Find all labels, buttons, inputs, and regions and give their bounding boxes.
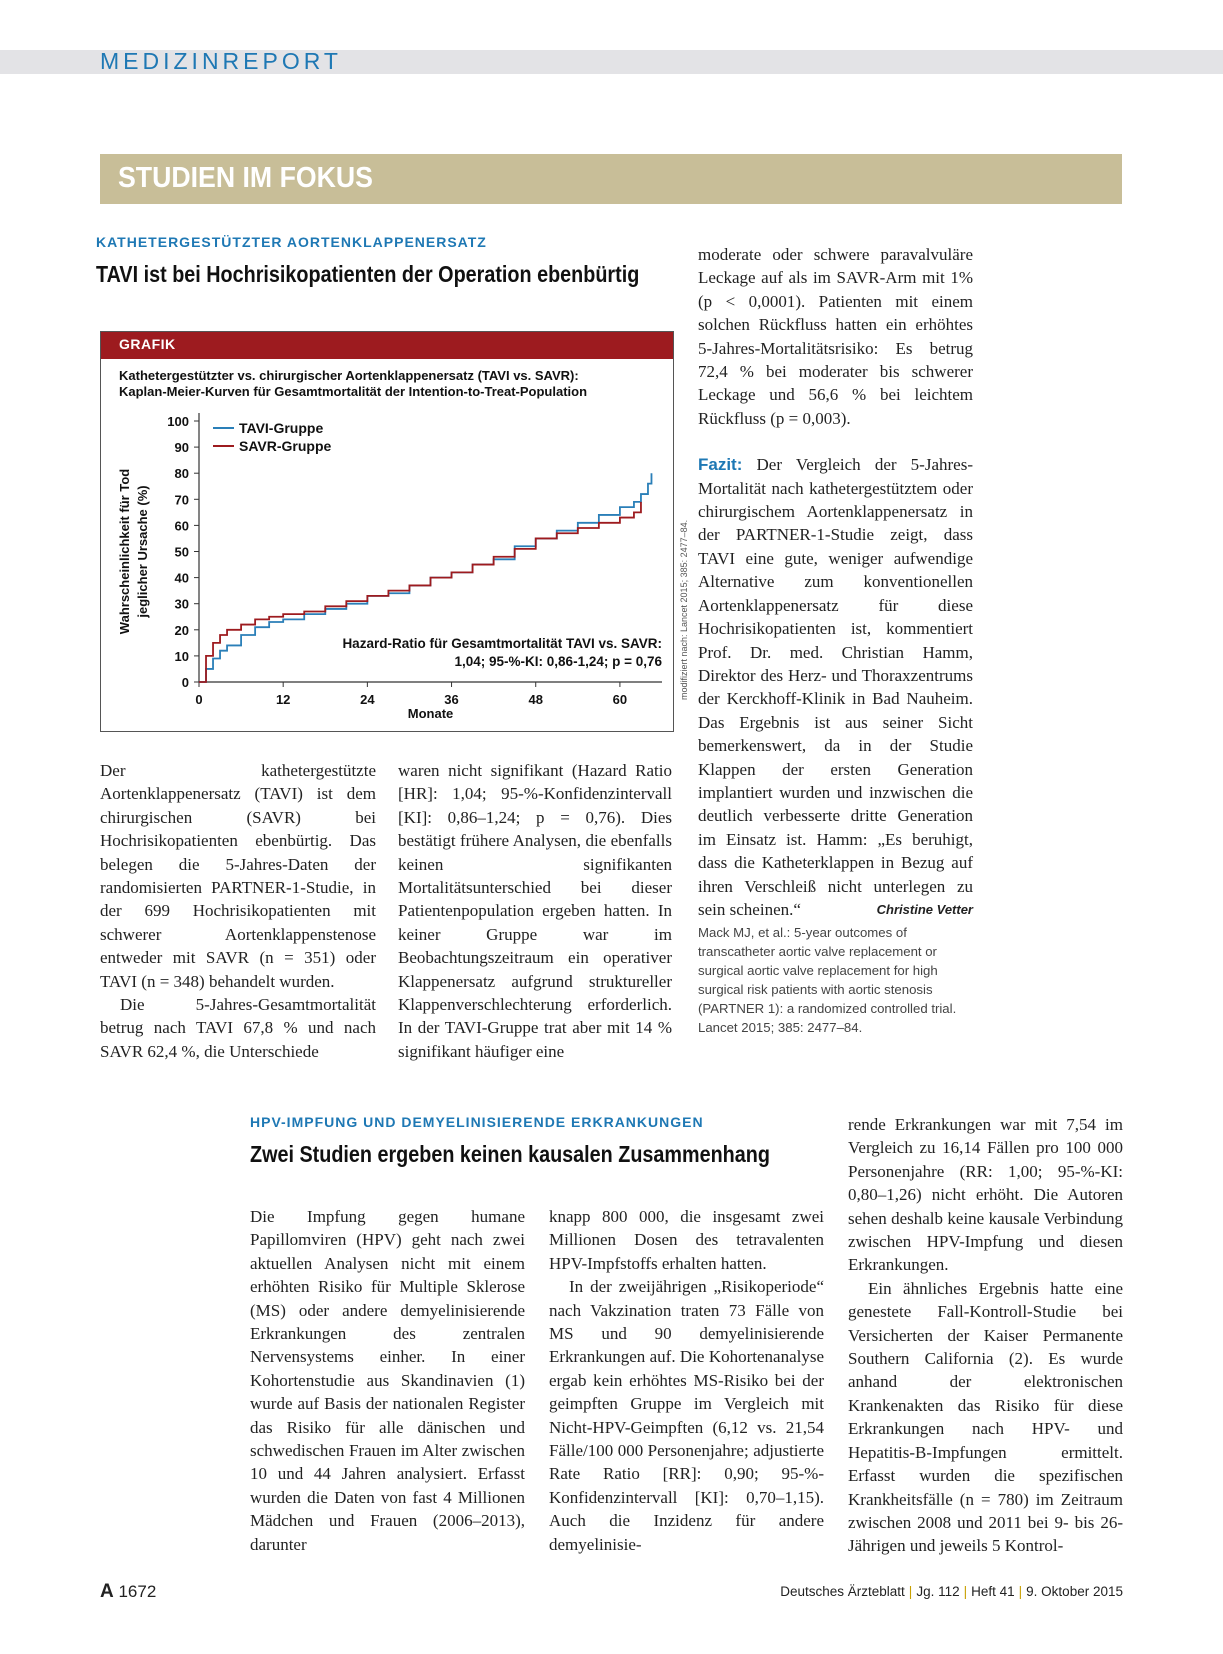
author: Christine Vetter — [876, 901, 973, 917]
x-tick-label: 60 — [612, 692, 628, 707]
journal-volume: Jg. 112 — [916, 1584, 960, 1599]
y-tick-label: 30 — [174, 596, 189, 612]
legend-label: TAVI-Gruppe — [239, 420, 324, 436]
y-axis-label-line2: jeglicher Ursache (%) — [135, 485, 150, 618]
article1-column-1 — [100, 759, 376, 1063]
journal-date: 9. Oktober 2015 — [1026, 1584, 1123, 1599]
page-number-value: 1672 — [118, 1582, 157, 1601]
footer-citation: Deutsches Ärzteblatt | Jg. 112 | Heft 41 | 9. Oktober 2015 — [780, 1584, 1123, 1599]
fazit-text: Der Vergleich der 5-Jahres-Mortalität nach kathetergestütztem oder chirurgischem Aortenklappenersatz in der PARTNER-1-Studie zeigt, dass TAVI eine gute, weniger aufwendige Alternative zum konventionellen Aortenklappenersatz für diese Hochrisikopatienten ist, kommentiert Prof. Dr. med. Christian Hamm, Direktor des Herz- und Thoraxzentrums der Kerckhoff-Klinik in Bad Nauheim. Das Ergebnis ist aus seiner Sicht bemerkenswert, da in der Studie Klappen der ersten Generation implantiert wurden und inzwischen die deutlich verbesserte dritte Generation im Einsatz ist. Hamm: „Es beruhigt, dass die Katheterklappen in Bezug auf ihren Verschleiß nicht unterlegen zu sein scheinen.“ — [698, 455, 973, 919]
article2-paragraph: In der zweijährigen „Risikoperiode“ nach Vakzination traten 73 Fälle von MS und 90 demyelinisierende Erkrankungen auf. Die Kohortenanalyse ergab kein erhöhtes MS-Risiko bei der geimpften Gruppe im Vergleich mit Nicht-HPV-Geimpften (6,12 vs. 21,54 Fälle/100 000 Personenjahre; adjustierte Rate Ratio [RR]: 0,90; 95-%-Konfidenzintervall [KI]: 0,70–1,15). Auch die Inzidenz für andere demyelinisie- — [549, 1277, 824, 1554]
article2-paragraph: knapp 800 000, die insgesamt zwei Millionen Dosen des tetravalenten HPV-Impfstoffs erhalten hatten. — [549, 1207, 824, 1273]
article1-column-3 — [698, 243, 973, 1037]
y-tick-label: 40 — [174, 570, 189, 586]
y-tick-label: 70 — [174, 492, 189, 508]
figure — [100, 331, 674, 732]
hazard-ratio-line1: Hazard-Ratio für Gesamtmortalität TAVI vs. SAVR: — [342, 636, 662, 652]
x-tick-label: 48 — [528, 692, 543, 707]
section-label: MEDIZINREPORT — [100, 48, 342, 74]
article2-column-1 — [250, 1205, 525, 1556]
hazard-ratio-line2: 1,04; 95-%-KI: 0,86-1,24; p = 0,76 — [454, 654, 662, 670]
y-tick-label: 50 — [174, 544, 189, 560]
x-tick-label: 24 — [360, 692, 375, 707]
article1-column-2 — [398, 759, 672, 1063]
fazit-label: Fazit: — [698, 455, 743, 475]
article1-kicker: KATHETERGESTÜTZTER AORTENKLAPPENERSATZ — [96, 234, 487, 250]
article2-paragraph: rende Erkrankungen war mit 7,54 im Vergleich zu 16,14 Fällen pro 100 000 Personenjahre (RR: 1,00; 95-%-KI: 0,80–1,26) nicht erhöht. Die Autoren sehen deshalb keine kausale Verbindung zwischen HPV-Impfung und diesen Erkrankungen. — [848, 1115, 1123, 1275]
y-tick-label: 60 — [174, 518, 189, 534]
km-chart — [101, 332, 673, 731]
y-tick-label: 10 — [174, 648, 189, 664]
article1-paragraph: waren nicht signifikant (Hazard Ratio [HR]: 1,04; 95-%-Konfidenzintervall [KI]: 0,86–1,24; p = 0,76). Dies bestätigt frühere Analysen, die ebenfalls keinen signifikanten Mortalitätsunterschied bei dieser Patientenpopulation ergeben hatten. In keiner Gruppe war im Beobachtungszeitraum ein operativer Klappenersatz aufgrund struktureller Klappenverschlechterung erforderlich. In der TAVI-Gruppe trat aber mit 14 % signifikant häufiger eine — [398, 761, 672, 1061]
article2-column-3 — [848, 1113, 1123, 1558]
article2-column-2 — [549, 1205, 824, 1556]
y-axis-label-line1: Wahrscheinlichkeit für Tod — [117, 468, 132, 635]
article1-paragraph: moderate oder schwere paravalvuläre Leckage auf als im SAVR-Arm mit 1% (p < 0,0001). Patienten mit einem solchen Rückfluss hatten ein erhöhtes 5-Jahres-Mortalitätsrisiko: Es betrug 72,4 % bei moderater bis schwerer Leckage und 56,6 % bei leichtem Rückfluss (p = 0,003). — [698, 245, 973, 428]
y-tick-label: 100 — [167, 414, 189, 429]
banner-title: STUDIEN IM FOKUS — [118, 162, 373, 194]
reference: Mack MJ, et al.: 5-year outcomes of transcatheter aortic valve replacement or surgical aortic valve replacement for high surgical risk patients with aortic stenosis (PARTNER 1): a randomized controlled trial. Lancet 2015; 385: 2477–84. — [698, 925, 957, 1036]
article2-paragraph: Die Impfung gegen humane Papillomviren (HPV) geht nach zwei aktuellen Analysen nicht mit einem erhöhten Risiko für Multiple Sklerose (MS) oder andere demyelinisierende Erkrankungen des zentralen Nervensystems einher. In einer Kohortenstudie aus Skandinavien (1) wurde auf Basis der nationalen Register das Risiko für alle dänischen und schwedischen Frauen im Alter zwischen 10 und 44 Jahren analysiert. Erfasst wurden die Daten von fast 4 Millionen Mädchen und Frauen (2006–2013), darunter — [250, 1207, 525, 1554]
journal-name: Deutsches Ärzteblatt — [780, 1584, 905, 1599]
y-tick-label: 20 — [174, 622, 189, 638]
x-tick-label: 36 — [444, 692, 459, 707]
figure-title-line1: Kathetergestützter vs. chirurgischer Aortenklappenersatz (TAVI vs. SAVR): — [119, 368, 579, 383]
y-tick-label: 90 — [174, 440, 189, 456]
article2-kicker: HPV-IMPFUNG UND DEMYELINISIERENDE ERKRANKUNGEN — [250, 1114, 704, 1130]
article1-headline: TAVI ist bei Hochrisikopatienten der Operation ebenbürtig — [96, 261, 640, 287]
x-tick-label: 0 — [195, 692, 203, 707]
banner — [100, 154, 1122, 204]
page-prefix: A — [100, 1581, 114, 1602]
x-axis-label: Monate — [407, 706, 454, 721]
y-tick-label: 80 — [174, 466, 189, 482]
page-number — [100, 1581, 156, 1603]
figure-title-line2: Kaplan-Meier-Kurven für Gesamtmortalität der Intention-to-Treat-Population — [119, 384, 588, 399]
article1-paragraph: Die 5-Jahres-Gesamtmortalität betrug nach TAVI 67,8 % und nach SAVR 62,4 %, die Unterschiede — [100, 995, 376, 1061]
figure-source-note: modifiziert nach: Lancet 2015; 385: 2477–84. — [679, 519, 689, 700]
article2-paragraph: Ein ähnliches Ergebnis hatte eine genestete Fall-Kontroll-Studie bei Versicherten der Kaiser Permanente Southern California (2). Es wurde anhand der elektronischen Krankenakten das Risiko für diese Erkrankungen nach HPV- und Hepatitis-B-Impfungen ermittelt. Erfasst wurden die spezifischen Krankheitsfälle (n = 780) im Zeitraum zwischen 2008 und 2011 bei 9- bis 26-Jährigen und jeweils 5 Kontrol- — [848, 1278, 1123, 1556]
legend-label: SAVR-Gruppe — [239, 438, 332, 454]
article1-paragraph: Der kathetergestützte Aortenklappenersatz (TAVI) ist dem chirurgischen (SAVR) bei Hochrisikopatienten ebenbürtig. Das belegen die 5-Jahres-Daten der randomisierten PARTNER-1-Studie, in der 699 Hochrisikopatienten mit schwerer Aortenklappenstenose entweder mit SAVR (n = 351) oder TAVI (n = 348) behandelt wurden. — [100, 761, 376, 991]
article1-fazit — [698, 453, 973, 921]
y-tick-label: 0 — [181, 675, 189, 690]
article2-headline: Zwei Studien ergeben keinen kausalen Zusammenhang — [250, 1141, 770, 1167]
x-tick-label: 12 — [275, 692, 291, 707]
journal-issue: Heft 41 — [971, 1584, 1015, 1599]
figure-header-label: GRAFIK — [119, 336, 176, 352]
